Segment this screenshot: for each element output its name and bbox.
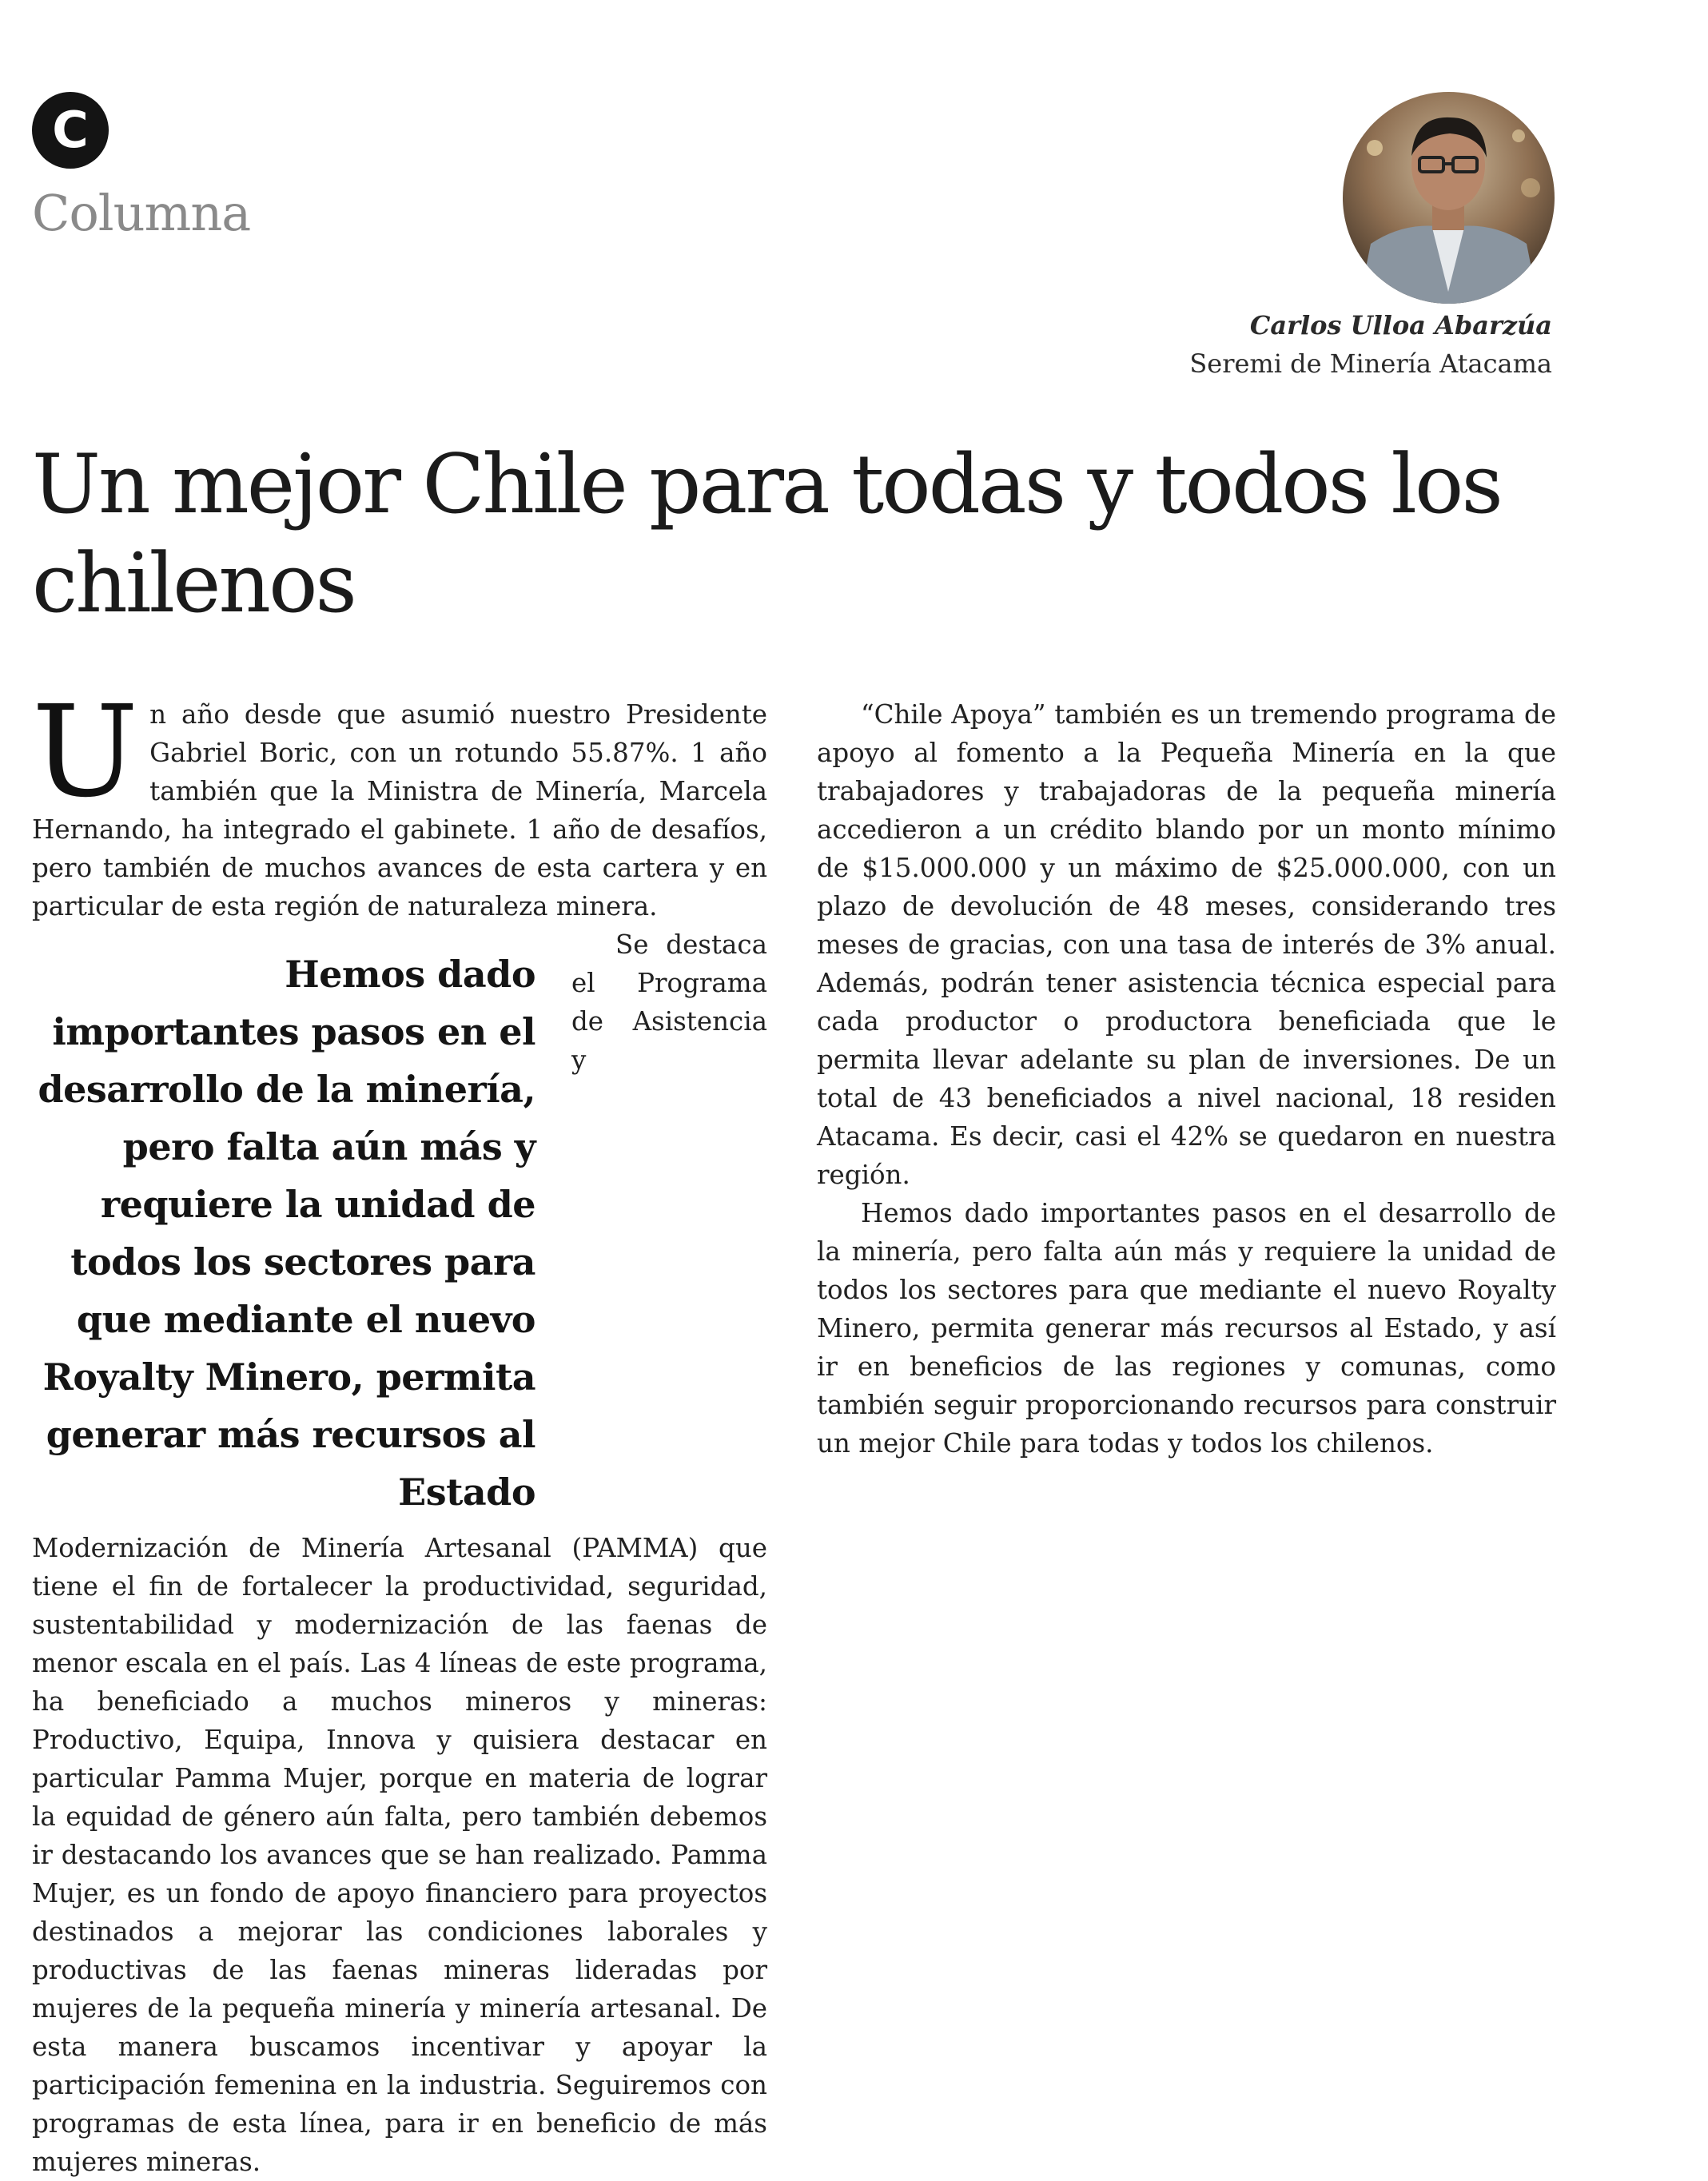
author-photo	[1343, 92, 1555, 304]
article-column-left	[32, 679, 767, 2181]
article-headline: Un mejor Chile para todas y todos los chilenos	[32, 437, 1501, 631]
paragraph-text: Se destaca el Programa de Asistencia y Modernización de Minería Artesanal (PAMMA) que tiene el fin de fortalecer la productividad, seguridad, sustentabilidad y modernización de las faenas de menor escala en el país. Las 4 líneas de este programa, ha beneficiado a muchos mineros y mineras: Productivo, Equipa, Innova y quisiera destacar en particular Pamma Mujer, porque en materia de lograr la equidad de género aún falta, pero también debemos ir destacando los avances que se han realizado. Pamma Mujer, es un fondo de apoyo financiero para proyectos destinados a mejorar las condiciones laborales y productivas de las faenas mineras lideradas por mujeres de la pequeña minería y minería artesanal. De esta manera buscamos incentivar y apoyar la participación femenina en la industria. Seguiremos con programas de esta línea, para ir en beneficio de más mujeres mineras.	[32, 929, 767, 2177]
byline	[1189, 310, 1552, 379]
author-role: Seremi de Minería Atacama	[1189, 348, 1552, 379]
pull-quote: Hemos dado importantes pasos en el desarrollo de la minería, pero falta aún más y requiere la unidad de todos los sectores para que mediante el nuevo Royalty Minero, permita generar más recursos al Estado	[38, 953, 535, 1514]
article-paragraph	[32, 679, 767, 925]
section-label: Columna	[32, 184, 251, 242]
paragraph-text: n año desde que asumió nuestro Presidente Gabriel Boric, con un rotundo 55.87%. 1 año también que la Ministra de Minería, Marcela Hernando, ha integrado el gabinete. 1 año de desafíos, pero también de muchos avances de esta cartera y en particular de esta región de naturaleza minera.	[32, 699, 767, 921]
drop-cap: U	[32, 679, 139, 826]
author-name: Carlos Ulloa Abarzúa	[1249, 310, 1552, 340]
article-paragraph: “Chile Apoya” también es un tremendo programa de apoyo al fomento a la Pequeña Minería en la que trabajadores y trabajadoras de la pequeña minería accedieron a un crédito blando por un monto mínimo de $15.000.000 y un máximo de $25.000.000, con un plazo de devolución de 48 meses, considerando tres meses de gracias, con una tasa de interés de 3% anual. Además, podrán tener asistencia técnica especial para cada productor o productora beneficiada que le permita llevar adelante su plan de inversiones. De un total de 43 beneficiados a nivel nacional, 18 residen Atacama. Es decir, casi el 42% se quedaron en nuestra región.	[817, 699, 1556, 1190]
article-paragraph	[32, 925, 767, 2181]
article-paragraph: Hemos dado importantes pasos en el desarrollo de la minería, pero falta aún más y requiere la unidad de todos los sectores para que mediante el nuevo Royalty Minero, permita generar más recursos al Estado, y así ir en beneficios de las regiones y comunas, como también seguir proporcionando recursos para construir un mejor Chile para todas y todos los chilenos.	[817, 1198, 1556, 1459]
column-logo-icon: C	[32, 92, 109, 169]
article-column-right	[817, 695, 1556, 1463]
